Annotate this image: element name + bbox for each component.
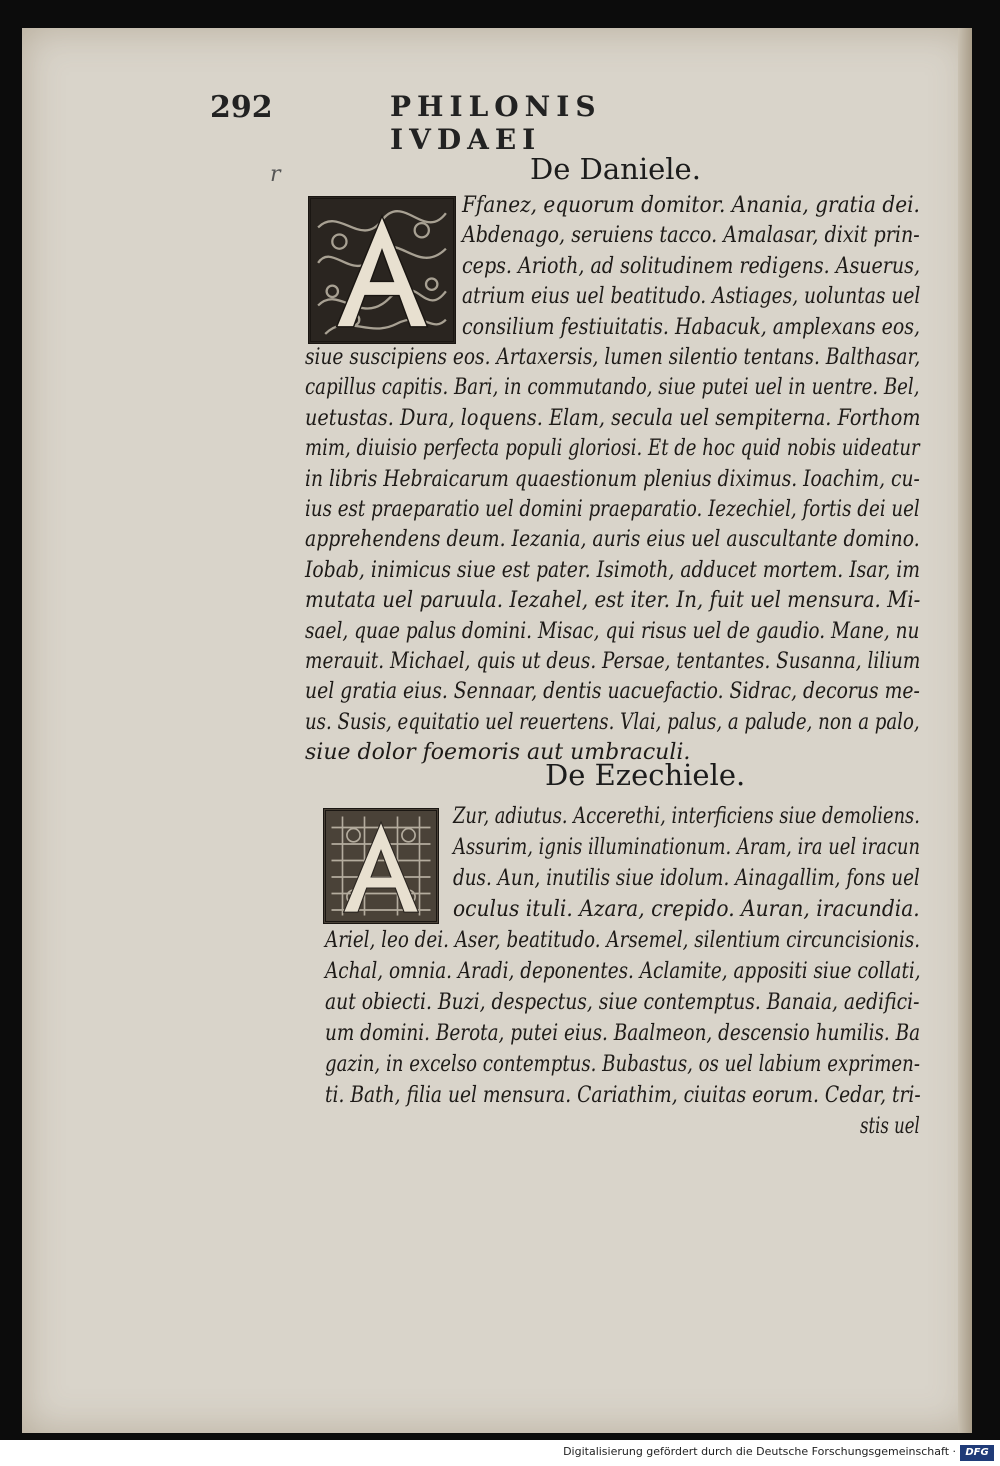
page-header [210,90,750,156]
page-number: 292 [210,90,273,125]
text-line: ius est praeparatio uel domini praeparatio. Iezechiel, fortis dei uel [305,497,920,522]
text-line: gazin, in excelso contemptus. Bubastus, os uel labium exprimen- [325,1052,920,1077]
text-line: capillus capitis. Bari, in commutando, siue putei uel in uentre. Bel, [305,375,920,401]
text-line: merauit. Michael, quis ut deus. Persae, tentantes. Susanna, lilium [305,649,921,674]
funding-credit: Digitalisierung gefördert durch die Deutsche Forschungsgemeinschaft · [563,1445,956,1458]
text-line: Ffanez, equorum domitor. Anania, gratia dei. [462,193,920,218]
text-line: atrium eius uel beatitudo. Astiages, uoluntas uel [462,284,921,310]
text-line: um domini. Berota, putei eius. Baalmeon, descensio humilis. Ba [325,1021,921,1046]
text-line: Abdenago, seruiens tacco. Amalasar, dixit prin- [462,223,920,249]
text-line: Assurim, ignis illuminationum. Aram, ira uel iracun [453,835,920,860]
footer-bar [0,1440,1000,1466]
section-title-ezechiel: De Ezechiele. [545,758,746,792]
text-line: ceps. Arioth, ad solitudinem redigens. Asuerus, [462,253,921,279]
text-line: consilium festiuitatis. Habacuk, amplexans eos, [462,314,921,340]
text-line: siue suscipiens eos. Artaxersis, lumen silentio tentans. Balthasar, [305,345,921,370]
text-line: uetustas. Dura, loquens. Elam, secula uel sempiterna. Forthom [305,405,921,431]
dfg-logo-icon: DFG [960,1445,994,1461]
section-title-daniel: De Daniele. [530,152,701,186]
text-line: in libris Hebraicarum quaestionum plenius diximus. Ioachim, cu- [305,466,920,492]
text-line: oculus ituli. Azara, crepido. Auran, iracundia. [453,897,920,922]
text-line: stis uel [860,1114,920,1139]
text-line: mim, diuisio perfecta populi gloriosi. Et de hoc quid nobis uideatur [305,436,920,462]
text-line: Iobab, inimicus siue est pater. Isimoth, adducet mortem. Isar, im [305,557,921,583]
text-line: Ariel, leo dei. Aser, beatitudo. Arsemel, silentium circuncisionis. [325,928,921,953]
text-line: us. Susis, equitatio uel reuertens. Vlai, palus, a palude, non a palo, [305,709,920,735]
text-line: mutata uel paruula. Iezahel, est iter. In, fuit uel mensura. Mi- [305,588,921,614]
decorated-initial-a-icon [323,808,439,924]
text-line: sael, quae palus domini. Misac, qui risus uel de gaudio. Mane, nu [305,618,920,644]
text-line: siue dolor foemoris aut umbraculi. [305,740,691,766]
margin-mark: r [270,162,281,187]
running-head: PHILONIS IVDAEI [390,90,602,156]
text-line: ti. Bath, filia uel mensura. Cariathim, ciuitas eorum. Cedar, tri- [325,1083,921,1108]
text-line: aut obiecti. Buzi, despectus, siue contemptus. Banaia, aedifici- [325,990,920,1015]
page-edge [958,28,972,1433]
text-line: uel gratia eius. Sennaar, dentis uacuefactio. Sidrac, decorus me- [305,679,920,705]
text-line: apprehendens deum. Iezania, auris eius uel auscultante domino. [305,527,920,553]
text-line: Zur, adiutus. Accerethi, interficiens siue demoliens. [453,804,920,829]
decorated-initial-a-icon [308,196,456,344]
text-line: Achal, omnia. Aradi, deponentes. Aclamite, appositi siue collati, [325,959,921,984]
text-line: dus. Aun, inutilis siue idolum. Ainagallim, fons uel [453,866,920,891]
